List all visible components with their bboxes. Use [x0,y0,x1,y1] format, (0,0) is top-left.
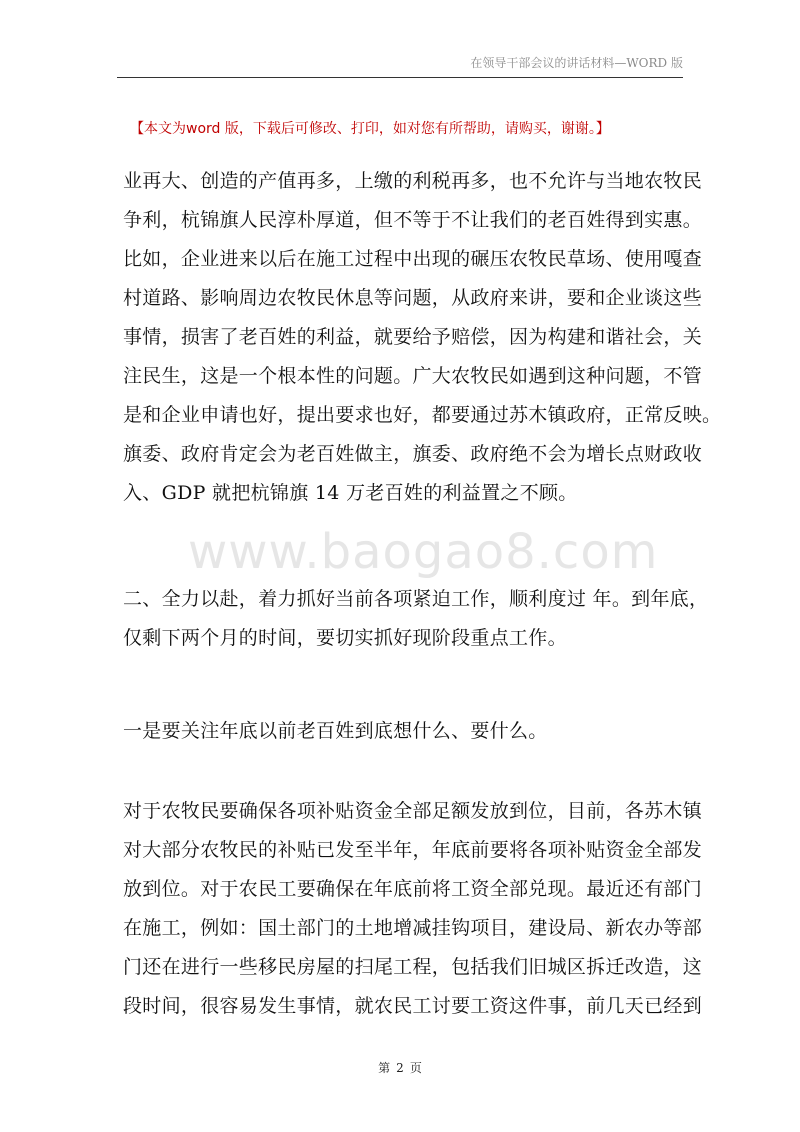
text-line: 对于农牧民要确保各项补贴资金全部足额发放到位，目前，各苏木镇 [123,800,703,822]
text-line: 仅剩下两个月的时间，要切实抓好现阶段重点工作。 [123,627,567,649]
text-line: 一是要关注年底以前老百姓到底想什么、要什么。 [123,720,548,742]
text-line: 业再大、创造的产值再多，上缴的利税再多，也不允许与当地农牧民 [123,170,703,192]
text-line: 入、GDP 就把杭锦旗 14 万老百姓的利益置之不顾。 [123,482,578,504]
text-line: 二、全力以赴，着力抓好当前各项紧迫工作，顺利度过 年。到年底， [123,588,709,610]
page-prefix: 第 [378,1061,391,1075]
paragraph-1 [123,162,722,513]
paragraph-2 [123,580,709,658]
paragraph-4 [123,792,703,1026]
page-number: 2 [396,1061,404,1075]
text-line: 门还在进行一些移民房屋的扫尾工程，包括我们旧城区拆迁改造，这 [123,956,703,978]
purchase-notice: 【本文为word 版，下载后可修改、打印，如对您有所帮助，请购买，谢谢。】 [130,121,610,137]
page-footer [0,1059,800,1076]
text-line: 在施工，例如：国土部门的土地增减挂钩项目，建设局、新农办等部 [123,917,703,939]
text-line: 争利，杭锦旗人民淳朴厚道，但不等于不让我们的老百姓得到实惠。 [123,209,703,231]
text-line: 放到位。对于农民工要确保在年底前将工资全部兑现。最近还有部门 [123,878,703,900]
watermark: www.baogao8.com [188,524,659,580]
paragraph-3 [123,712,683,751]
text-line: 是和企业申请也好，提出要求也好，都要通过苏木镇政府，正常反映。 [123,404,722,426]
header-title: 在领导干部会议的讲话材料—WORD 版 [470,56,683,70]
text-line: 比如，企业进来以后在施工过程中出现的碾压农牧民草场、使用嘎查 [123,248,703,270]
text-line: 注民生，这是一个根本性的问题。广大农牧民如遇到这种问题，不管 [123,365,703,387]
text-line: 对大部分农牧民的补贴已发至半年，年底前要将各项补贴资金全部发 [123,839,703,861]
text-line: 村道路、影响周边农牧民休息等问题，从政府来讲，要和企业谈这些 [123,287,703,309]
text-line: 旗委、政府肯定会为老百姓做主，旗委、政府绝不会为增长点财政收 [123,443,703,465]
header-divider [117,77,683,78]
text-line: 段时间，很容易发生事情，就农民工讨要工资这件事，前几天已经到 [123,995,703,1017]
text-line: 事情，损害了老百姓的利益，就要给予赔偿，因为构建和谐社会，关 [123,326,703,348]
page-suffix: 页 [409,1061,422,1075]
